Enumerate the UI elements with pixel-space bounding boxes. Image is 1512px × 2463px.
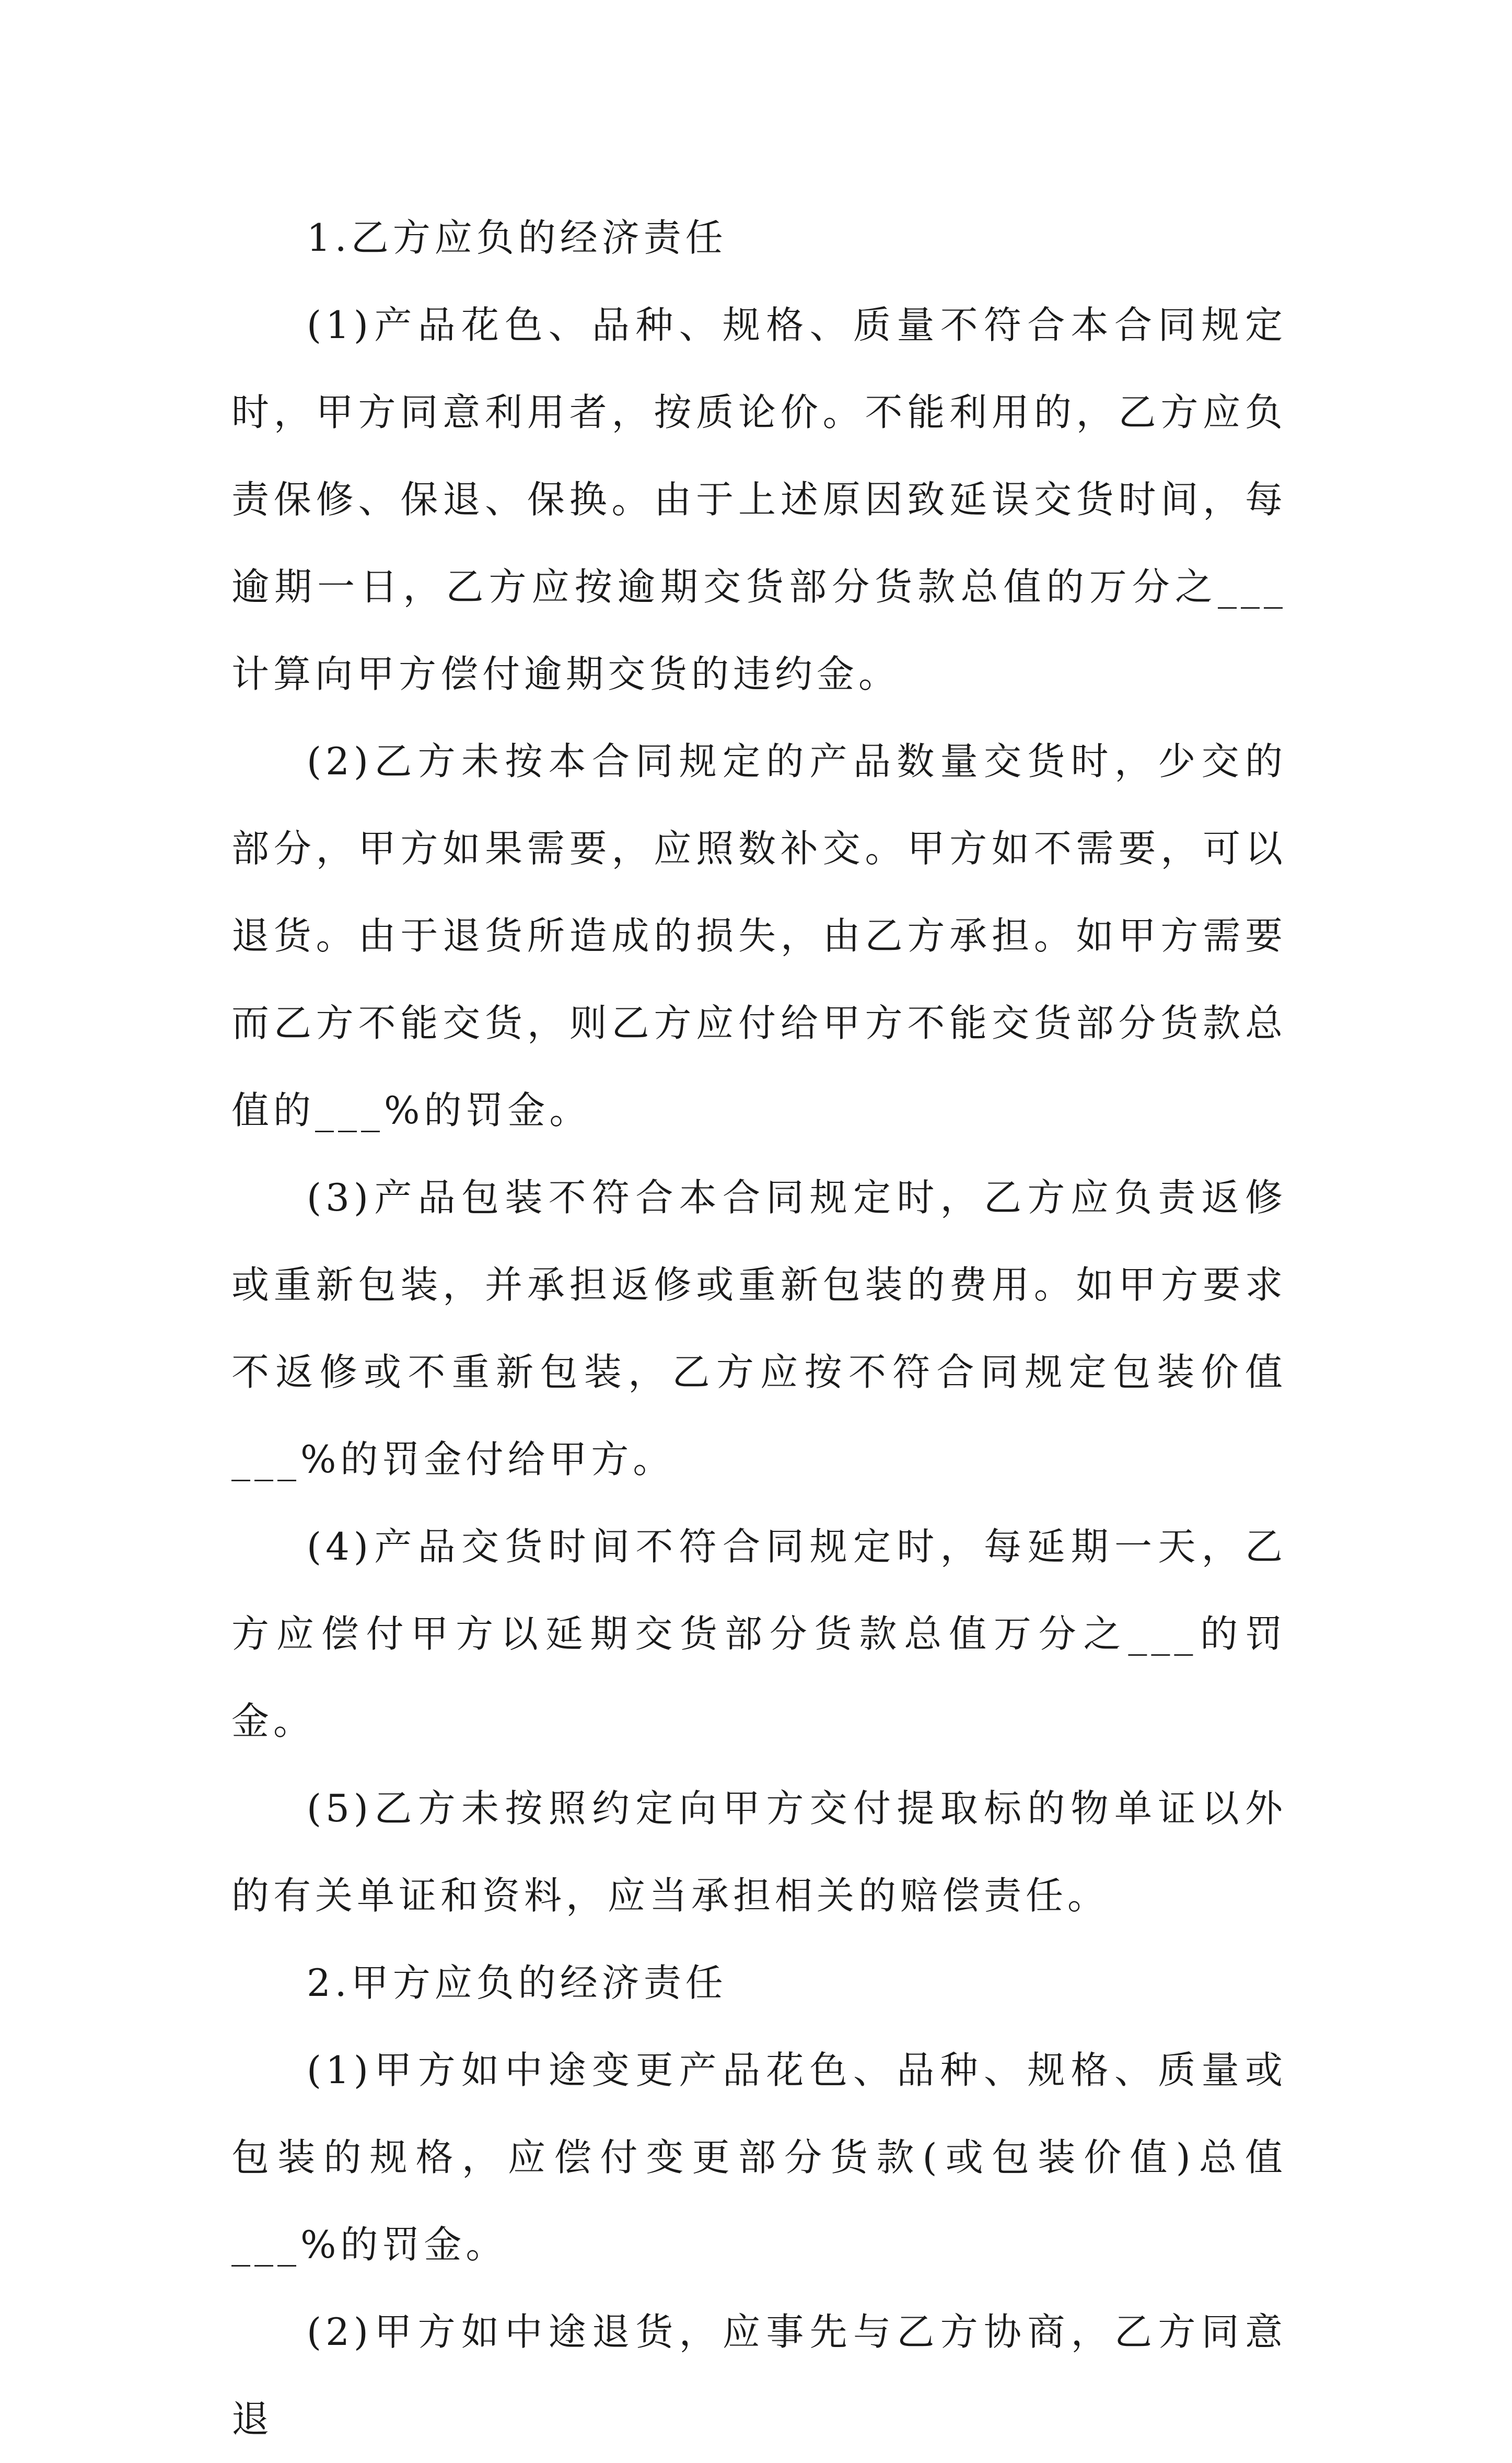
clause-2-2: (2)甲方如中途退货，应事先与乙方协商，乙方同意退 — [231, 2310, 1287, 2441]
clause-1-3: (3)产品包装不符合本合同规定时，乙方应负责返修或重新包装，并承担返修或重新包装的费用。如甲方要求不返修或不重新包装，乙方应按不符合同规定包装价值___%的罚金付给甲方。 — [231, 1176, 1287, 1481]
clause-1-4: (4)产品交货时间不符合同规定时，每延期一天，乙方应偿付甲方以延期交货部分货款总值万分之___的罚金。 — [231, 1525, 1287, 1743]
clause-2-1: (1)甲方如中途变更产品花色、品种、规格、质量或包装的规格，应偿付变更部分货款(或包装价值)总值___%的罚金。 — [231, 2048, 1287, 2267]
clause-1-2: (2)乙方未按本合同规定的产品数量交货时，少交的部分，甲方如果需要，应照数补交。甲方如不需要，可以退货。由于退货所造成的损失，由乙方承担。如甲方需要而乙方不能交货，则乙方应付给甲方不能交货部分货款总值的___%的罚金。 — [231, 739, 1287, 1132]
clause-1-5: (5)乙方未按照约定向甲方交付提取标的物单证以外的有关单证和资料，应当承担相关的赔偿责任。 — [231, 1786, 1287, 1918]
clause-1-1: (1)产品花色、品种、规格、质量不符合本合同规定时，甲方同意利用者，按质论价。不能利用的，乙方应负责保修、保退、保换。由于上述原因致延误交货时间，每逾期一日，乙方应按逾期交货部分货款总值的万分之___计算向甲方偿付逾期交货的违约金。 — [231, 303, 1287, 696]
document-body — [231, 194, 1287, 2463]
section-heading-2: 2.甲方应负的经济责任 — [307, 1961, 727, 2005]
section-heading-1: 1.乙方应负的经济责任 — [307, 216, 727, 260]
